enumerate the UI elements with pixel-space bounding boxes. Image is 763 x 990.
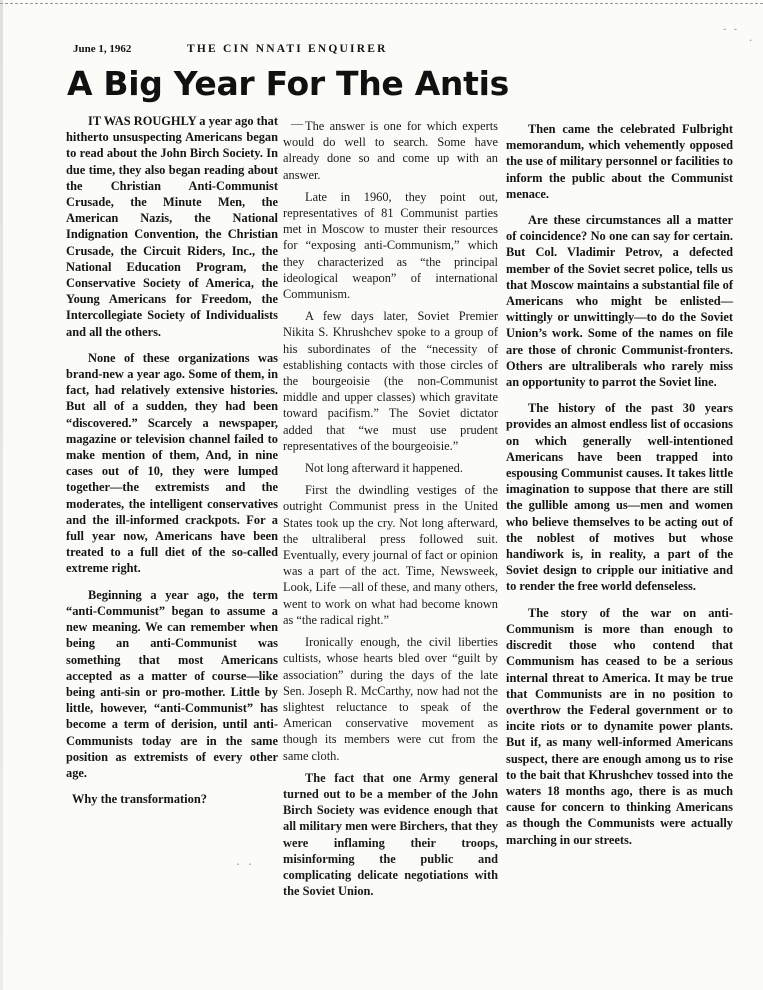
paragraph: IT WAS ROUGHLY a year ago that hitherto unsuspecting Americans began to read about the John Birch Society. In due time, they also began reading about the Christian Anti-Communist Crusade, the Minute Men, the American Nazis, the National Indignation Convention, the Christian Crusade, the Circuit Riders, Inc., the National Education Program, the Conservative Society of America, the Young Americans for Freedom, the Intercollegiate Society of Individualists and all the others. — [66, 114, 278, 339]
headline: A Big Year For The Antis — [67, 64, 509, 103]
margin-mark: . — [748, 34, 754, 44]
issue-date: June 1, 1962 — [73, 43, 132, 55]
article-column-2 — [283, 118, 498, 905]
margin-mark: · · — [235, 860, 254, 871]
paragraph: The story of the war on anti-Communism is more than enough to discredit those who contend that Communism has ceased to be a serious internal threat to America. It may be true that Communists are in no position to overthrow the Federal government or to incite riots or to dynamite power plants. But if, as many well-informed Americans suspect, there are enough among us to rise to the bait that Khrushchev tossed into the waters 18 months ago, there is as much cause for concern to thinking Americans as though the Communists were actually marching in our streets. — [506, 605, 733, 847]
paragraph: Are these circumstances all a matter of coincidence? No one can say for certain. But Col. Vladimir Petrov, a defected member of the Soviet secret police, tells us that Moscow maintains a substantial file of Americans who might be enlisted—wittingly or unwittingly—to do the Soviet Union’s work. Some of the names on file are those of chronic Communist-fronters. Others are ultraliberals who rarely miss an opportunity to parrot the Soviet line. — [506, 213, 733, 390]
paragraph: Then came the celebrated Fulbright memorandum, which vehemently opposed the use of military personnel or facilities to inform the public about the Communist menace. — [506, 122, 733, 201]
masthead — [73, 43, 673, 57]
paragraph: None of these organizations was brand-new a year ago. Some of them, in fact, had relatively extensive histories. But all of a sudden, they had been “discovered.” Scarcely a newspaper, magazine or television channel failed to make mention of them, And, in nine cases out of 10, they were lumped together—the extremists and the moderates, the intelligent conservatives and the ill-informed crackpots. For a full year now, Americans have been treated to a full diet of the so-called extreme right. — [66, 350, 278, 576]
paragraph: First the dwindling vestiges of the outright Communist press in the United States took up the cry. Not long afterward, the ultraliberal press followed suit. Eventually, every journal of fact or opinion was a part of the act. Time, Newsweek, Look, Life —all of these, and many others, went to work on what had become known as “the radical right.” — [283, 483, 498, 627]
paragraph: A few days later, Soviet Premier Nikita S. Khrushchev spoke to a group of his subordinates of the “necessity of establishing contacts with those circles of the bourgeoisie (the non-Communist middle and upper classes) which gravitate toward pacifism.” The Soviet dictator added that “we must use prudent representatives of the bourgeoisie.” — [283, 309, 498, 453]
paragraph: Ironically enough, the civil liberties cultists, whose hearts bled over “guilt by association” during the days of the late Sen. Joseph R. McCarthy, now had not the slightest reluctance to speak of the American conservative movement as though its members were cut from the same cloth. — [283, 635, 498, 763]
paragraph: Why the transformation? — [72, 792, 207, 807]
page-edge-shadow — [0, 0, 3, 990]
column-mark: — — [291, 116, 303, 130]
paragraph: The history of the past 30 years provides an almost endless list of occasions on which generally well-intentioned Americans have been trapped into espousing Communist causes. It takes little imagination to suppose that there are still the gullible among us—men and women who believe themselves to be acting out of the noblest of motives but whose handiwork is, in reality, a part of the Soviet design to cripple our initiative and to render the free world defenseless. — [506, 401, 733, 594]
margin-mark: ‑ ‑ — [722, 25, 739, 35]
article-column-1 — [66, 113, 278, 817]
paragraph: Beginning a year ago, the term “anti-Communist” began to assume a new meaning. We can remember when being an anti-Communist was something that most Americans accepted as a matter of course—like being anti-sin or pro-mother. Little by little, however, “anti-Communist” has become a term of derision, until anti-Communists today are in the same position as extremists of every other age. — [66, 587, 278, 780]
top-border-rule — [0, 3, 763, 4]
paragraph: Not long afterward it happened. — [305, 461, 463, 476]
paragraph: Late in 1960, they point out, representatives of 81 Communist parties met in Moscow to muster their resources for “exposing anti-Communism,” which they characterized as “the principal ideological weapon” of international Communism. — [283, 189, 498, 302]
newspaper-name: THE CIN NNATI ENQUIRER — [187, 43, 388, 55]
paragraph: The fact that one Army general turned out to be a member of the John Birch Society was evidence enough that all military men were Birchers, that they were inflaming their troops, misinforming the public and complicating delicate negotiations with the Soviet Union. — [283, 770, 498, 899]
paragraph: The answer is one for which experts would do well to search. Some have already done so and come up with an answer. — [283, 119, 498, 182]
article-column-3 — [506, 121, 733, 858]
